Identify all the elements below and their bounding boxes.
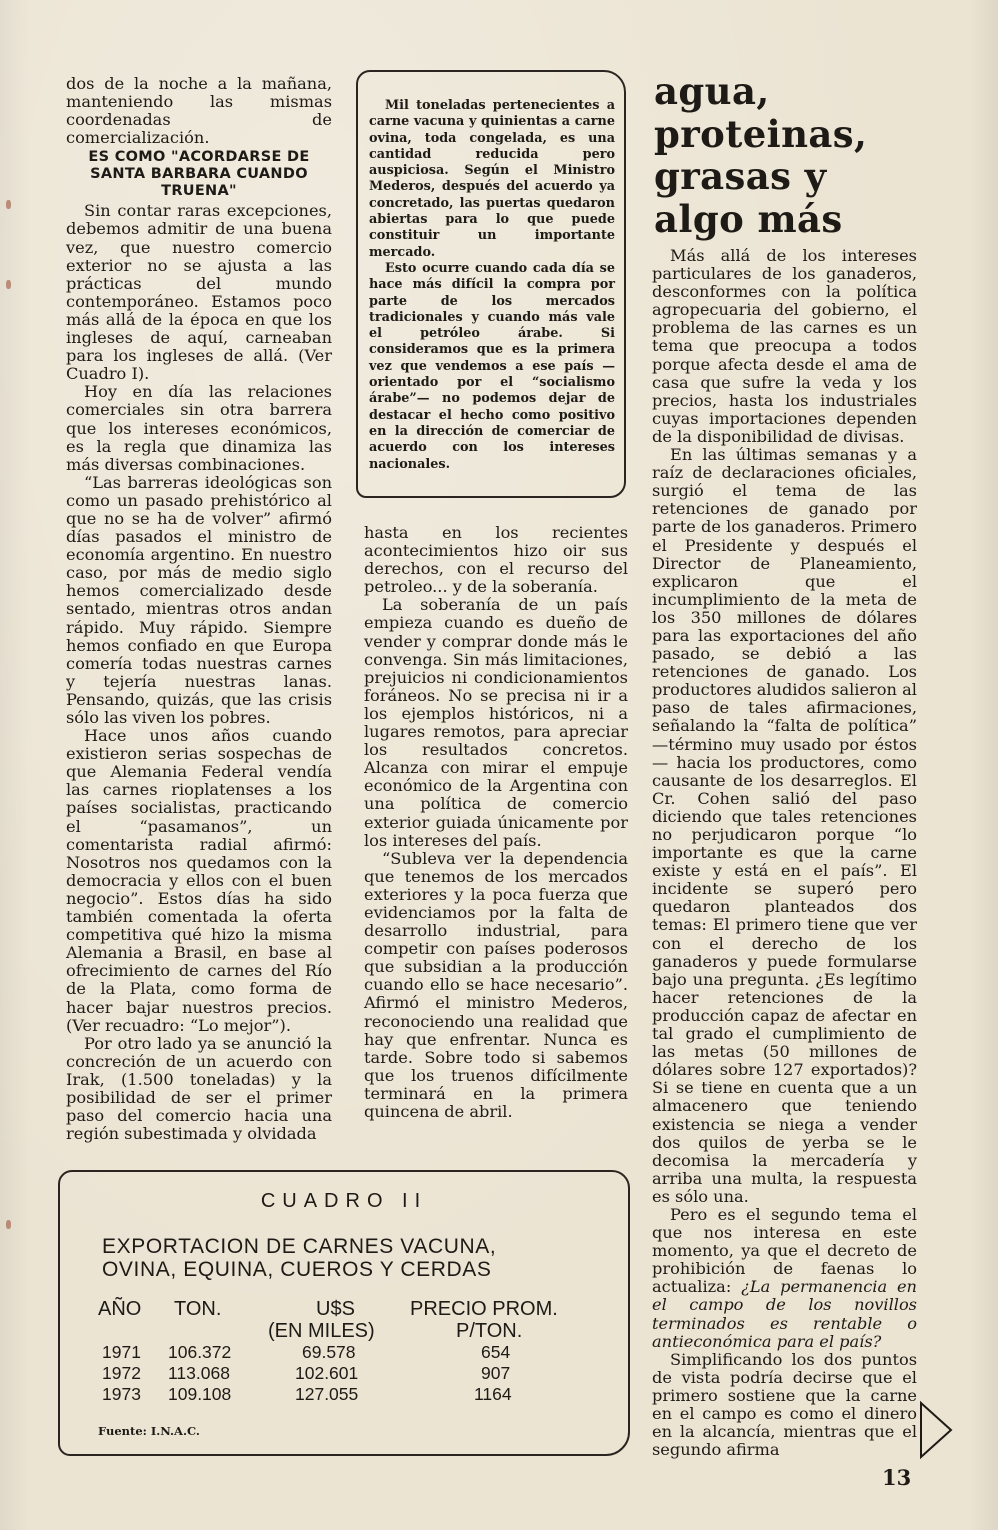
cell-tons: 109.108 [168, 1384, 232, 1404]
middle-paragraph-1: hasta en los recientes acontecimientos hizo oir sus derechos, con el recurso del petroleo... y de la soberanía. [364, 523, 628, 597]
subheading-line-3: TRUENA" [161, 183, 237, 200]
cell-tons: 106.372 [168, 1342, 232, 1362]
cell-usd: 69.578 [302, 1342, 356, 1362]
table-subtitle-line-2: OVINA, EQUINA, CUEROS Y CERDAS [102, 1258, 492, 1281]
headline-line-1: agua, [654, 69, 770, 113]
table-title: CUADRO II [260, 1190, 428, 1212]
cell-year: 1972 [102, 1363, 141, 1383]
page-number: 13 [882, 1465, 912, 1490]
header-price-line-1: PRECIO PROM. [410, 1298, 558, 1320]
table-subtitle [102, 1235, 622, 1281]
cell-year: 1973 [102, 1384, 141, 1404]
sidebar-box-text [369, 98, 615, 473]
middle-paragraph-2: La soberanía de un país empieza cuando es dueño de vender y comprar donde más le convenga. Sin más limitaciones, prejuicios ni condicionamientos foráneos. No se precisa ni ir a los ejemplos históricos, ni a lugares remotos, para apreciar los resultados concretos. Alcanza con mirar el empuje económico de la Argentina con una política de comercio exterior guiada únicamente por los intereses del país. [364, 595, 628, 850]
cell-year: 1971 [102, 1342, 141, 1362]
right-column [652, 247, 917, 1459]
cell-price: 1164 [474, 1384, 512, 1404]
left-paragraph-2: Sin contar raras excepciones, debemos admitir de una buena vez, que nuestro comercio exterior no se ajusta a las prácticas del mundo contemporáneo. Estamos poco más allá de la época en que los ingleses de aquí, carneaban para los ingleses de allá. (Ver Cuadro I). [66, 201, 332, 384]
right-paragraph-3-text: Pero es el segundo tema el que nos interesa en este momento, ya que el decreto de prohibición de faenas lo actualiza: [652, 1204, 917, 1297]
table-subtitle-line-1: EXPORTACION DE CARNES VACUNA, [102, 1235, 497, 1258]
left-paragraph-3: Hoy en día las relaciones comerciales sin otra barrera que los intereses económicos, es la regla que dinamiza las más diversas combinaciones. [66, 382, 332, 474]
left-column [66, 75, 332, 1143]
header-tons: TON. [174, 1298, 222, 1320]
right-paragraph-3 [652, 1206, 917, 1351]
middle-paragraph-3: “Subleva ver la dependencia que tenemos de los mercados exteriores y la poca fuerza que evidenciamos por la falta de desarrollo industrial, para competir con países poderosos que subsidian a la producción cuando ello se hace necesario”. Afirmó el ministro Mederos, reconociendo una realidad que hay que enfrentar. Nunca es tarde. Sobre todo si sabemos que los truenos difícilmente terminará en la primera quincena de abril. [364, 848, 628, 1121]
right-paragraph-2: En las últimas semanas y a raíz de declaraciones oficiales, surgió el tema de las retenciones de ganado por parte de los ganaderos. Primero el Presidente y después el Director de Planeamiento, explicaron que el incumplimiento de la meta de los 350 millones de dólares para las exportaciones del año pasado, se debió a las retenciones de ganado. Los productores aludidos salieron al paso de tales afirmaciones, señalando la “falta de política” —término muy usado por éstos— hacia los productores, como causante de los desarreglos. El Cr. Cohen salió del paso diciendo que tales retenciones no perjudicaron porque “lo importante es que la carne existe y está en el país”. El incidente se superó pero quedaron planteados dos temas: El primero tiene que ver con el derecho de los ganaderos y puede formularse bajo una pregunta. ¿Es legítimo hacer retenciones de la producción capaz de afectar en tal grado el cumplimiento de las metas (50 millones de dólares sobre 127 exportados)? Si se tiene en cuenta que a un almacenero que teniendo existencia se niega a vender dos quilos de yerba se le decomisa la mercadería y arriba una multa, la respuesta es sólo una. [652, 445, 917, 1206]
subheading-line-1: ES COMO "ACORDARSE DE [88, 149, 310, 166]
cell-price: 654 [481, 1342, 511, 1362]
header-price-line-2: P/TON. [456, 1320, 523, 1342]
subheading-line-2: SANTA BARBARA CUANDO [90, 166, 308, 183]
section-subheading [66, 149, 332, 200]
header-year: AÑO [98, 1298, 142, 1320]
table-source: Fuente: I.N.A.C. [98, 1424, 200, 1438]
headline-line-2: proteinas, [654, 111, 868, 156]
triangle-arrow-right-icon [918, 1400, 954, 1460]
right-paragraph-1: Más allá de los intereses particulares de los ganaderos, desconformes con la política agropecuaria del gobierno, el problema de las carnes es un tema que preocupa a todos porque afecta desde el ama de casa que sufre la veda y los precios, hasta los industriales cuyas importaciones dependen de la disponibilidad de divisas. [652, 246, 917, 446]
middle-column [364, 524, 628, 1121]
header-usd-line-2: (EN MILES) [268, 1320, 375, 1342]
right-paragraph-4: Simplificando los dos puntos de vista podría decirse que el primero sostiene que la carne en el campo es como el dinero en la alcancía, mientras que el segundo afirma [652, 1349, 917, 1460]
left-paragraph-6: Por otro lado ya se anunció la concreción de un acuerdo con Irak, (1.500 toneladas) y la posibilidad de ser el primer paso del comercio hacia una región subestimada y olvidada [66, 1033, 332, 1144]
article-headline [654, 70, 914, 240]
header-usd-line-1: U$S [316, 1298, 355, 1320]
sidebar-paragraph-1: Mil toneladas pertenecientes a carne vacuna y quinientas a carne ovina, toda congelada, es una cantidad reducida pero auspiciosa. Según el Ministro Mederos, después del acuerdo ya concretado, las puertas quedaron abiertas para lo que puede constituir un importante mercado. [369, 98, 615, 260]
margin-mark [6, 200, 11, 209]
sidebar-paragraph-2: Esto ocurre cuando cada día se hace más difícil la compra por parte de los mercados tradicionales y cuando más vale el petróleo árabe. Si consideramos que es la primera vez que vendemos a ese país — orientado por el “socialismo árabe”— no podemos dejar de destacar el hecho como positivo en la dirección de comerciar de acuerdo con los intereses nacionales. [369, 260, 615, 472]
headline-line-4: algo más [654, 196, 843, 241]
cell-usd: 127.055 [295, 1384, 359, 1404]
headline-line-3: grasas y [654, 154, 827, 198]
left-paragraph-5: Hace unos años cuando existieron serias sospechas de que Alemania Federal vendía las carnes rioplatenses a los países socialistas, practicando el “pasamanos”, un comentarista radial afirmó: Nosotros nos quedamos con la democracia y ellos con el buen negocio”. Estos días ha sido también comentada la oferta competitiva qué hizo la misma Alemania a Brasil, en base al ofrecimiento de carnes del Río de la Plata, como forma de hacer bajar nuestros precios. (Ver recuadro: “Lo mejor”). [66, 726, 332, 1035]
cell-price: 907 [481, 1363, 511, 1383]
left-paragraph-1: dos de la noche a la mañana, manteniendo las mismas coordenadas de comercialización. [66, 74, 332, 148]
right-paragraph-3-italic: ¿La permanencia en el campo de los novillos terminados es rentable o antieconómica para el país? [652, 1277, 917, 1351]
margin-mark [6, 280, 11, 289]
left-paragraph-4: “Las barreras ideológicas son como un pasado prehistórico al que no se ha de volver” afirmó días pasados el ministro de economía argentino. En nuestro caso, por más de medio siglo hemos comercializado desde sentado, mientras otros andan rápido. Muy rápido. Siempre hemos confiado en que Europa comería todas nuestras carnes y tejería nuestras lanas. Pensando, quizás, que las crisis sólo las viven los pobres. [66, 472, 332, 727]
cell-tons: 113.068 [168, 1363, 230, 1383]
margin-mark [6, 1220, 11, 1229]
cell-usd: 102.601 [295, 1363, 359, 1383]
